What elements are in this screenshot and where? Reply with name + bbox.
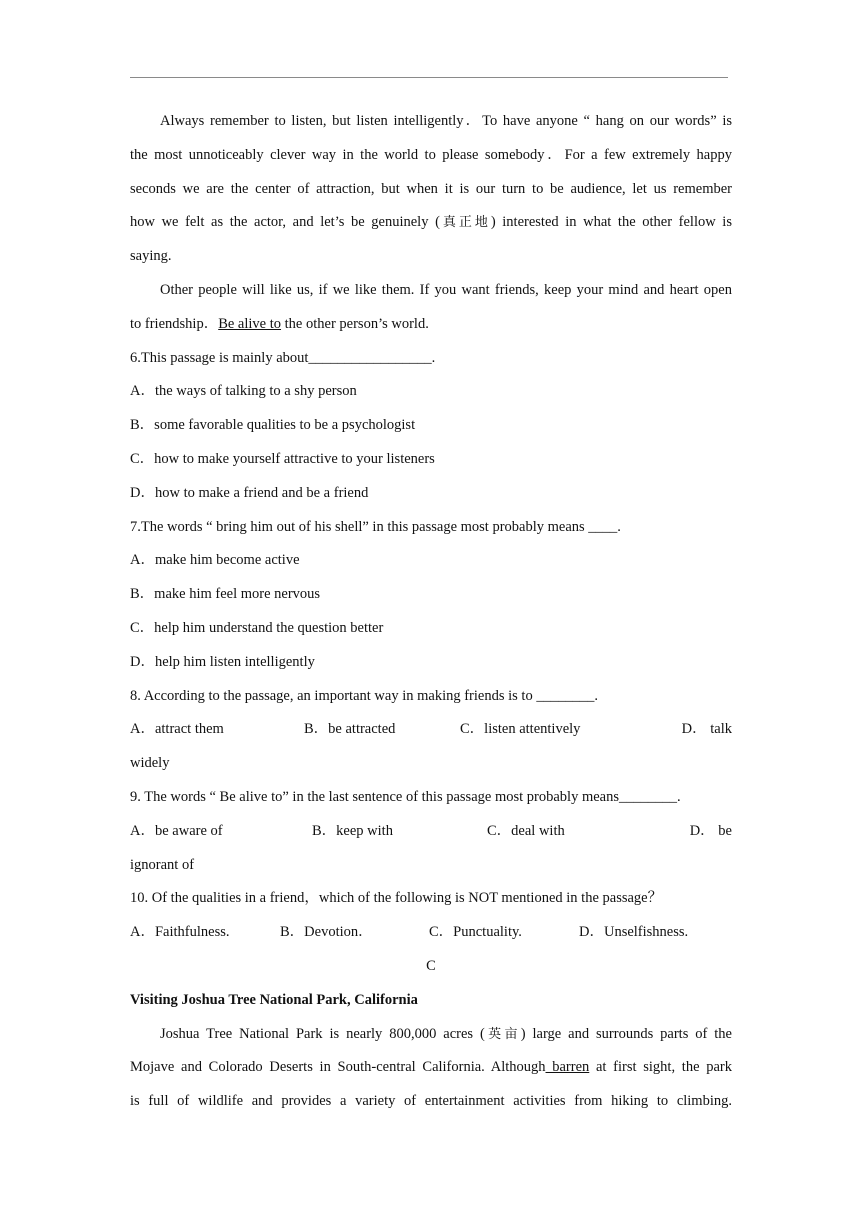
question-8-option-c: C．listen attentively — [460, 721, 581, 738]
passage-b-line — [130, 105, 732, 139]
chinese-gloss: 真正地 — [439, 215, 491, 231]
question-8-option-b: B．be attracted — [304, 721, 396, 738]
passage-b-line — [130, 206, 732, 240]
question-6-option-a: A．the ways of talking to a shy person — [130, 383, 357, 400]
chinese-gloss: 英亩 — [484, 1026, 521, 1042]
text: ) interested in what the other fellow is — [490, 214, 732, 231]
question-9-option-c: C．deal with — [487, 822, 565, 839]
question-8-option-d-wrap: widely — [130, 755, 170, 772]
question-9-option-d-wrap: ignorant of — [130, 856, 195, 873]
question-6-option-b: B．some favorable qualities to be a psychologist — [130, 417, 416, 434]
text: seconds we are the center of attraction, but when it is our turn to be audience, let us remember — [130, 180, 732, 197]
text: to friendship． — [130, 315, 219, 332]
question-10-stem: 10. Of the qualities in a friend，which of the following is NOT mentioned in the passage？ — [130, 890, 663, 907]
question-8-option-a: A．attract them — [130, 721, 224, 738]
question-7-option-a: A．make him become active — [130, 552, 300, 569]
passage-b-line — [130, 139, 732, 173]
question-6-stem: 6.This passage is mainly about_________________. — [130, 349, 436, 366]
passage-c-line — [130, 1018, 732, 1052]
question-7-option-d: D．help him listen intelligently — [130, 653, 315, 670]
question-6-option-d: D．how to make a friend and be a friend — [130, 484, 369, 501]
question-8-stem: 8. According to the passage, an important way in making friends is to ________. — [130, 687, 598, 704]
passage-b-line — [130, 173, 732, 207]
text: the other person’s world. — [281, 315, 429, 332]
passage-b-line — [130, 274, 732, 308]
passage-b-line — [130, 240, 732, 274]
question-10-option-d: D．Unselfishness. — [579, 924, 689, 941]
question-10-option-a: A．Faithfulness. — [130, 924, 230, 941]
text: is full of wildlife and provides a variety of entertainment activities from hiking to climbing. — [130, 1093, 732, 1110]
text: saying. — [130, 248, 172, 265]
question-9-options — [130, 815, 732, 849]
question-8-option-d: D． talk — [681, 721, 732, 738]
question-10-option-c: C．Punctuality. — [429, 924, 522, 941]
text: Other people will like us, if we like them. If you want friends, keep your mind and heart open — [160, 281, 732, 298]
underlined-word: barren — [545, 1059, 590, 1076]
question-10-option-b: B．Devotion． — [280, 924, 373, 941]
question-9-stem: 9. The words “ Be alive to” in the last sentence of this passage most probably means________. — [130, 788, 681, 805]
question-8-options — [130, 713, 732, 747]
question-9-option-d: D． be — [689, 822, 732, 839]
section-letter: C — [426, 957, 436, 974]
text: Joshua Tree National Park is nearly 800,000 acres ( — [160, 1025, 485, 1042]
question-6-option-c: C．how to make yourself attractive to your listeners — [130, 450, 435, 467]
underlined-phrase: Be alive to — [218, 315, 282, 332]
passage-c-line — [130, 1051, 732, 1085]
passage-c-line — [130, 1085, 732, 1119]
text: Always remember to listen, but listen intelligently．To have anyone “ hang on our words” is — [160, 113, 732, 129]
question-7-option-b: B．make him feel more nervous — [130, 586, 321, 603]
passage-b-line — [130, 308, 732, 342]
question-10-options — [130, 916, 732, 950]
question-7-option-c: C．help him understand the question better — [130, 619, 384, 636]
header-rule — [130, 77, 728, 78]
question-9-option-b: B．keep with — [312, 822, 393, 839]
text: how we felt as the actor, and let’s be genuinely ( — [130, 214, 440, 231]
passage-c-title: Visiting Joshua Tree National Park, California — [130, 991, 418, 1008]
text: the most unnoticeably clever way in the world to please somebody．For a few extremely happy — [130, 146, 732, 163]
question-9-option-a: A．be aware of — [130, 822, 223, 839]
text: Mojave and Colorado Deserts in South-central California. Although — [130, 1059, 546, 1076]
document-page — [130, 105, 732, 1119]
question-7-stem: 7.The words “ bring him out of his shell” in this passage most probably means ____. — [130, 518, 621, 535]
text: ) large and surrounds parts of the — [520, 1025, 732, 1042]
text: at first sight, the park — [589, 1059, 732, 1076]
